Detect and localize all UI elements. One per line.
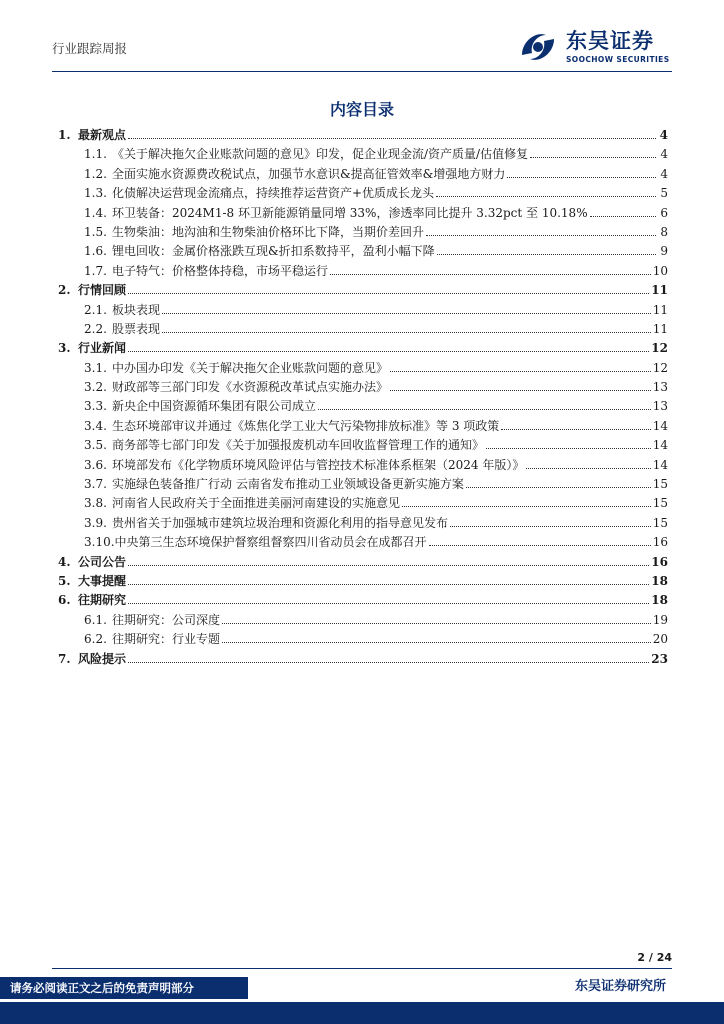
toc-dot-leader [429,545,651,546]
toc-title-text: 贵州省关于加强城市建筑垃圾治理和资源化利用的指导意见发布 [112,515,449,530]
toc-section[interactable] [58,126,668,145]
toc-subsection[interactable] [58,242,668,261]
toc-title-text: 往期研究 [78,593,127,608]
toc-title-text: 中央第三生态环境保护督察组督察四川省动员会在成都召开 [114,535,427,550]
toc-page-number: 16 [652,535,668,550]
toc-subsection[interactable] [58,204,668,223]
toc-title-text: 大事提醒 [78,573,127,588]
table-of-contents [58,126,668,669]
toc-subsection[interactable] [58,359,668,378]
header-divider [52,71,672,72]
toc-subsection[interactable] [58,184,668,203]
toc-page-number: 20 [652,632,668,647]
toc-page-number: 11 [652,302,668,317]
toc-number: 5. [58,573,71,588]
toc-dot-leader [436,196,656,197]
institute-name: 东吴证券研究所 [574,979,666,994]
toc-number: 3.2. [84,380,107,395]
toc-title-text: 商务部等七部门印发《关于加强报废机动车回收监督管理工作的通知》 [112,438,485,453]
toc-page-number: 18 [651,593,668,608]
toc-dot-leader [162,313,651,314]
toc-number: 3.4. [84,418,107,433]
toc-page-number: 15 [652,477,668,492]
toc-dot-leader [450,526,651,527]
toc-dot-leader [128,565,649,566]
toc-page-number: 14 [652,418,668,433]
toc-title-text: 往期研究：公司深度 [112,612,221,627]
toc-page-number: 6 [660,205,668,220]
toc-page-number: 11 [652,321,668,336]
toc-dot-leader [466,487,651,488]
toc-dot-leader [390,371,651,372]
toc-dot-leader [128,662,649,663]
toc-page-number: 11 [651,283,668,298]
toc-number: 1.7. [84,263,107,278]
toc-subsection[interactable] [58,611,668,630]
toc-number: 7. [58,651,71,666]
toc-subsection[interactable] [58,417,668,436]
toc-title-text: 化债解决运营现金流痛点，持续推荐运营资产+优质成长龙头 [112,186,435,201]
toc-number: 2.1. [84,302,107,317]
toc-number: 1.3. [84,186,107,201]
toc-number: 3.1. [84,360,107,375]
toc-dot-leader [162,332,651,333]
toc-subsection[interactable] [58,514,668,533]
toc-section[interactable] [58,572,668,591]
toc-number: 2.2. [84,321,107,336]
toc-number: 3.7. [84,477,107,492]
toc-number: 1.6. [84,244,107,259]
toc-subsection[interactable] [58,494,668,513]
toc-dot-leader [128,603,649,604]
toc-page-number: 16 [651,554,668,569]
toc-dot-leader [128,351,649,352]
toc-dot-leader [390,390,651,391]
toc-subsection[interactable] [58,378,668,397]
toc-dot-leader [330,274,651,275]
toc-title-text: 全面实施水资源费改税试点，加强节水意识&提高征管效率&增强地方财力 [112,166,506,181]
toc-number: 2. [58,283,71,298]
toc-title-text: 财政部等三部门印发《水资源税改革试点实施办法》 [112,380,389,395]
toc-subsection[interactable] [58,301,668,320]
toc-section[interactable] [58,591,668,610]
toc-page-number: 4 [660,147,668,162]
toc-subsection[interactable] [58,223,668,242]
toc-subsection[interactable] [58,533,668,552]
toc-dot-leader [486,448,651,449]
toc-number: 6.2. [84,632,107,647]
toc-page-number: 4 [660,166,668,181]
page-indicator: 2 / 24 [637,951,672,964]
toc-title-text: 中办国办印发《关于解决拖欠企业账款问题的意见》 [112,360,389,375]
toc-page-number: 8 [660,224,668,239]
footer-band [0,1002,724,1024]
toc-title-text: 生态环境部审议并通过《炼焦化学工业大气污染物排放标准》等 3 项政策 [112,418,500,433]
soochow-logo-icon [516,25,560,69]
toc-dot-leader [128,293,649,294]
toc-page-number: 14 [652,457,668,472]
toc-page-number: 18 [651,573,668,588]
toc-number: 1.5. [84,224,107,239]
toc-title-text: 新央企中国资源循环集团有限公司成立 [112,399,317,414]
brand-name-en: SOOCHOW SECURITIES [566,55,670,64]
footer-divider [52,968,672,969]
toc-dot-leader [501,429,650,430]
toc-number: 3.3. [84,399,107,414]
toc-subsection[interactable] [58,630,668,649]
toc-number: 1.1. [84,147,107,162]
toc-number: 1. [58,128,71,142]
toc-section[interactable] [58,553,668,572]
toc-subsection[interactable] [58,456,668,475]
toc-subsection[interactable] [58,475,668,494]
toc-title-text: 最新观点 [78,128,127,142]
toc-dot-leader [530,157,656,158]
toc-number: 1.2. [84,166,107,181]
toc-page-number: 13 [652,399,668,414]
toc-section[interactable] [58,650,668,669]
toc-page-number: 9 [660,244,668,259]
toc-page-number: 15 [652,515,668,530]
toc-page-number: 15 [652,496,668,511]
toc-page-number: 19 [652,612,668,627]
toc-dot-leader [128,584,649,585]
toc-number: 3.6. [84,457,107,472]
toc-dot-leader [526,468,650,469]
toc-title-text: 环境部发布《化学物质环境风险评估与管控技术标准体系框架（2024 年版）》 [112,457,525,472]
toc-title-text: 生物柴油：地沟油和生物柴油价格环比下降，当期价差回升 [112,224,425,239]
toc-page-number: 12 [651,341,668,356]
toc-number: 3.5. [84,438,107,453]
toc-subsection[interactable] [58,436,668,455]
toc-dot-leader [128,138,656,139]
toc-dot-leader [426,235,656,236]
toc-page-number: 14 [652,438,668,453]
toc-title-text: 行情回顾 [78,283,127,298]
toc-number: 1.4. [84,205,107,220]
toc-title-text: 环卫装备：2024M1-8 环卫新能源销量同增 33%，渗透率同比提升 3.32pct 至 10.18% [112,205,588,220]
toc-title-text: 板块表现 [112,302,161,317]
toc-title-text: 往期研究：行业专题 [112,632,221,647]
toc-title-text: 实施绿色装备推广行动 云南省发布推动工业领域设备更新实施方案 [112,477,464,492]
toc-title-text: 电子特气：价格整体持稳，市场平稳运行 [112,263,329,278]
toc-number: 3.8. [84,496,107,511]
toc-dot-leader [437,254,656,255]
toc-section[interactable] [58,281,668,300]
toc-number: 3.9. [84,515,107,530]
toc-page-number: 10 [652,263,668,278]
toc-number: 3.10. [84,535,115,550]
toc-title-text: 风险提示 [78,651,127,666]
report-type-label: 行业跟踪周报 [52,41,128,56]
toc-dot-leader [222,623,651,624]
toc-subsection[interactable] [58,145,668,164]
toc-page-number: 12 [652,360,668,375]
toc-page-number: 4 [659,128,668,142]
toc-title: 内容目录 [329,100,394,119]
toc-page-number: 5 [660,186,668,201]
toc-title-text: 河南省人民政府关于全面推进美丽河南建设的实施意见 [112,496,401,511]
toc-dot-leader [402,506,651,507]
toc-title-text: 《关于解决拖欠企业账款问题的意见》印发，促企业现金流/资产质量/估值修复 [112,147,529,162]
toc-subsection[interactable] [58,320,668,339]
toc-subsection[interactable] [58,262,668,281]
disclaimer-banner: 请务必阅读正文之后的免责声明部分 [0,977,248,999]
toc-number: 6. [58,593,71,608]
toc-number: 3. [58,341,71,356]
toc-section[interactable] [58,339,668,358]
toc-subsection[interactable] [58,165,668,184]
toc-number: 4. [58,554,71,569]
toc-page-number: 23 [651,651,668,666]
toc-dot-leader [590,216,656,217]
toc-title-text: 股票表现 [112,321,161,336]
toc-title-text: 行业新闻 [78,341,127,356]
toc-number: 6.1. [84,612,107,627]
toc-dot-leader [507,177,656,178]
toc-dot-leader [318,409,651,410]
toc-dot-leader [222,642,651,643]
brand-name-cn: 东吴证券 [566,29,654,53]
toc-subsection[interactable] [58,397,668,416]
toc-title-text: 锂电回收：金属价格涨跌互现&折扣系数持平，盈利小幅下降 [112,244,435,259]
brand-logo [516,25,676,69]
toc-page-number: 13 [652,380,668,395]
toc-title-text: 公司公告 [78,554,127,569]
